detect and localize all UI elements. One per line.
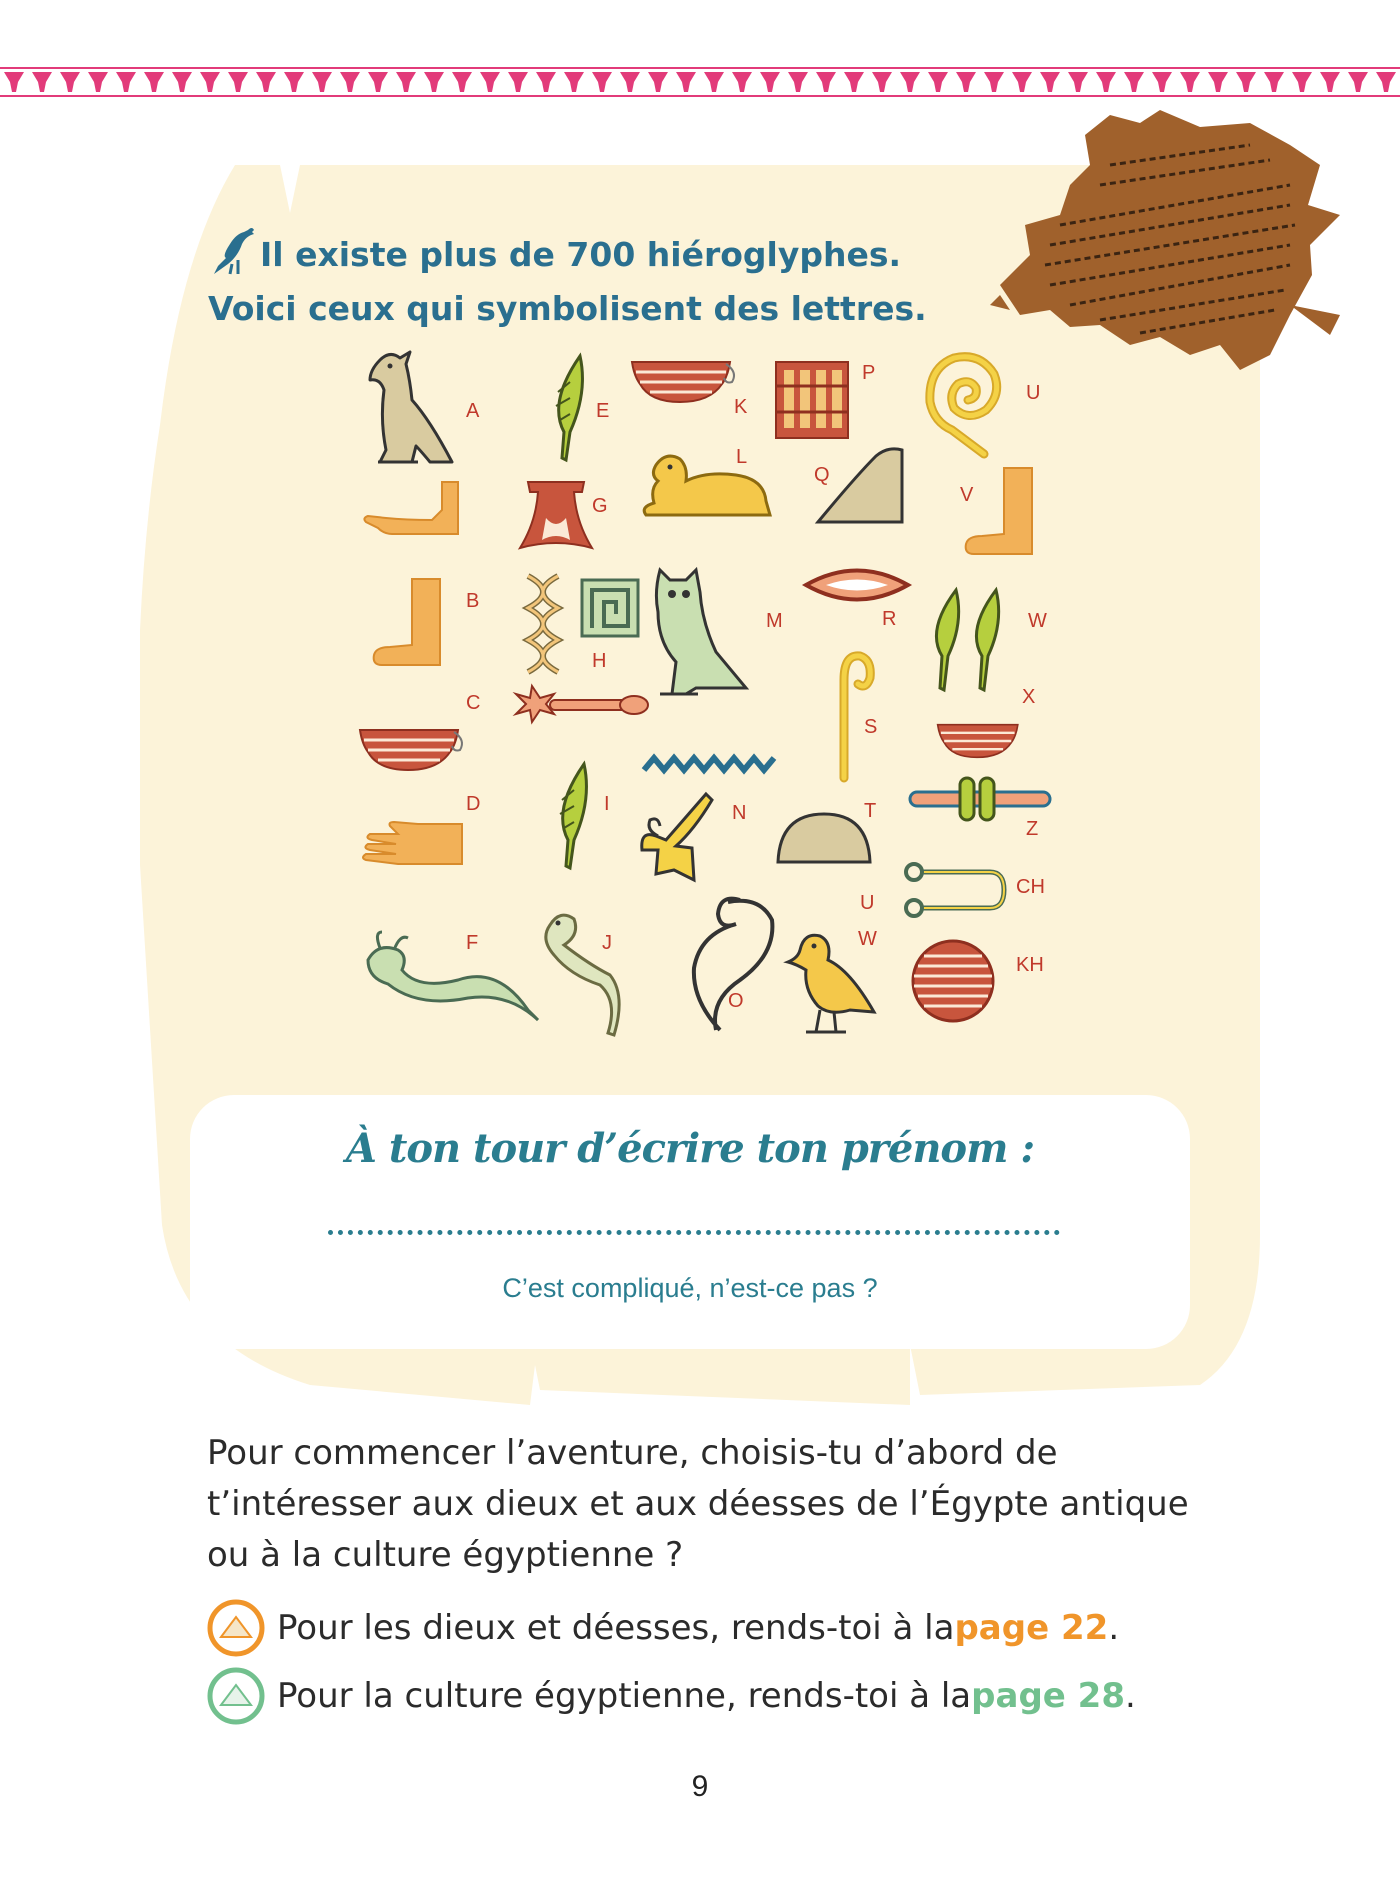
glyph-letter-m: M (766, 610, 783, 632)
border-lotus-motif (452, 72, 472, 92)
jar-stand-icon (516, 478, 596, 558)
border-lotus-motif (536, 72, 556, 92)
pyramid-icon (207, 1667, 265, 1725)
border-lotus-motif (88, 72, 108, 92)
choice-gods-end: . (1108, 1608, 1120, 1648)
glyph-letter-c: C (466, 692, 481, 714)
name-writing-card (190, 1095, 1190, 1349)
choice-culture-end: . (1125, 1676, 1136, 1716)
border-lotus-motif (676, 72, 696, 92)
glyph-letter-p: P (862, 362, 876, 384)
border-lotus-motif (116, 72, 136, 92)
ibis-bird-icon (208, 224, 256, 276)
name-writing-line[interactable] (328, 1230, 1060, 1235)
border-lotus-motif (1124, 72, 1144, 92)
border-lotus-motif (620, 72, 640, 92)
border-lotus-motif (4, 72, 24, 92)
write-title: À ton tour d’écrire ton prénom : (345, 1125, 1035, 1172)
border-lotus-motif (704, 72, 724, 92)
border-lotus-motif (1152, 72, 1172, 92)
border-lotus-motif (1180, 72, 1200, 92)
border-lotus-motif (32, 72, 52, 92)
border-lotus-motif (900, 72, 920, 92)
basket-icon (358, 720, 468, 780)
border-lotus-motif (60, 72, 80, 92)
reed-icon (544, 750, 594, 880)
decorative-border (0, 64, 1400, 100)
border-lotus-motif (928, 72, 948, 92)
adventure-question: Pour commencer l’aventure, choisis-tu d’abord de t’intéresser aux dieux et aux déesses de l’Égypte antique ou à la culture égyptienne ? (207, 1433, 1189, 1575)
border-lotus-motif (788, 72, 808, 92)
coil-rope-icon (924, 350, 1014, 460)
glyph-letter-b: B (466, 590, 480, 612)
vulture-icon (360, 350, 460, 470)
lion-icon (636, 445, 776, 525)
mirror-icon (510, 680, 650, 730)
glyph-letter-k: K (734, 396, 748, 418)
border-lotus-motif (844, 72, 864, 92)
border-lotus-motif (144, 72, 164, 92)
border-lotus-motif (984, 72, 1004, 92)
lasso-icon (680, 890, 780, 1040)
write-subtitle: C’est compliqué, n’est-ce pas ? (502, 1273, 878, 1303)
border-lotus-motif (732, 72, 752, 92)
stool-icon (774, 360, 850, 440)
border-lotus-motif (872, 72, 892, 92)
border-lotus-motif (1348, 72, 1368, 92)
border-lotus-motif (956, 72, 976, 92)
choice-culture[interactable] (207, 1664, 1136, 1728)
border-lotus-motif (200, 72, 220, 92)
border-lotus-motif (284, 72, 304, 92)
basket-icon (936, 716, 1026, 766)
leg-foot-icon (960, 464, 1040, 564)
border-lotus-motif (564, 72, 584, 92)
folded-cloth-icon (826, 650, 876, 780)
border-lotus-motif (340, 72, 360, 92)
courtyard-icon (580, 578, 640, 638)
glyph-letter-s: S (864, 716, 878, 738)
border-lotus-motif (480, 72, 500, 92)
border-lotus-motif (1068, 72, 1088, 92)
glyph-letter-r: R (882, 608, 897, 630)
horned-viper-icon (358, 920, 548, 1030)
border-lotus-motif (1292, 72, 1312, 92)
double-reed-icon (920, 586, 1010, 696)
choice-culture-text: Pour la culture égyptienne, rends-toi à la (277, 1676, 972, 1716)
glyph-letter-a: A (466, 400, 480, 422)
glyph-letter-t: T (864, 800, 877, 822)
glyph-letter-l: L (736, 446, 748, 468)
reed-icon (540, 352, 590, 462)
border-lotus-motif (368, 72, 388, 92)
glyph-letter-g: G (592, 495, 608, 517)
border-lotus-motif (396, 72, 416, 92)
border-lotus-motif (1264, 72, 1284, 92)
basket-icon (630, 352, 740, 412)
twisted-flax-icon (518, 568, 568, 678)
glyph-letter-u2: U (860, 892, 875, 914)
glyph-letter-e: E (596, 400, 610, 422)
border-lotus-motif (592, 72, 612, 92)
glyph-letter-kh: KH (1016, 954, 1044, 976)
placenta-icon (908, 936, 998, 1026)
glyph-letter-x: X (1022, 686, 1036, 708)
intro-line-2: Voici ceux qui symbolisent des lettres. (208, 289, 927, 328)
owl-icon (636, 562, 756, 702)
glyph-letter-v: V (960, 484, 974, 506)
glyph-letter-u: U (1026, 382, 1041, 404)
border-lotus-motif (1208, 72, 1228, 92)
cobra-icon (530, 905, 640, 1045)
page-22-link[interactable]: page 22 (954, 1608, 1109, 1648)
border-lotus-motif (1236, 72, 1256, 92)
leg-foot-icon (368, 575, 448, 675)
intro-line-1: Il existe plus de 700 hiéroglyphes. (260, 235, 902, 274)
glyph-letter-n: N (732, 802, 747, 824)
glyph-letter-ch: CH (1016, 876, 1045, 898)
border-lotus-motif (424, 72, 444, 92)
pyramid-icon (207, 1599, 265, 1657)
border-lotus-motif (1096, 72, 1116, 92)
intro-text (208, 224, 927, 336)
glyph-letter-i: I (604, 793, 610, 815)
water-icon (640, 750, 780, 790)
border-lotus-motif (648, 72, 668, 92)
arm-icon (362, 480, 462, 540)
glyph-letter-z: Z (1026, 818, 1039, 840)
bread-loaf-icon (776, 810, 872, 866)
glyph-letter-w: W (858, 928, 877, 950)
glyph-letter-h: H (592, 650, 607, 672)
border-lotus-motif (1040, 72, 1060, 92)
glyph-letter-f: F (466, 932, 479, 954)
tethering-rope-icon (900, 860, 1010, 920)
border-lotus-motif (228, 72, 248, 92)
glyph-letter-q: Q (814, 464, 830, 486)
border-lotus-motif (816, 72, 836, 92)
border-lotus-motif (1376, 72, 1396, 92)
border-lotus-motif (1320, 72, 1340, 92)
glyph-letter-o: O (728, 990, 744, 1012)
border-lotus-motif (312, 72, 332, 92)
glyph-letter-y: W (1028, 610, 1047, 632)
border-lotus-motif (256, 72, 276, 92)
border-lotus-motif (172, 72, 192, 92)
page-number: 9 (691, 1770, 709, 1803)
border-lotus-motif (508, 72, 528, 92)
glyph-letter-d: D (466, 793, 481, 815)
hieroglyph-alphabet (340, 340, 1080, 1060)
border-lotus-motif (1012, 72, 1032, 92)
hand-icon (358, 820, 468, 870)
page-28-link[interactable]: page 28 (971, 1676, 1125, 1716)
red-crown-icon (636, 790, 736, 890)
choice-gods[interactable] (207, 1596, 1119, 1660)
choice-gods-text: Pour les dieux et déesses, rends-toi à la (277, 1608, 955, 1648)
border-lotus-motif (760, 72, 780, 92)
glyph-letter-j: J (602, 932, 612, 954)
mouth-icon (802, 560, 912, 610)
